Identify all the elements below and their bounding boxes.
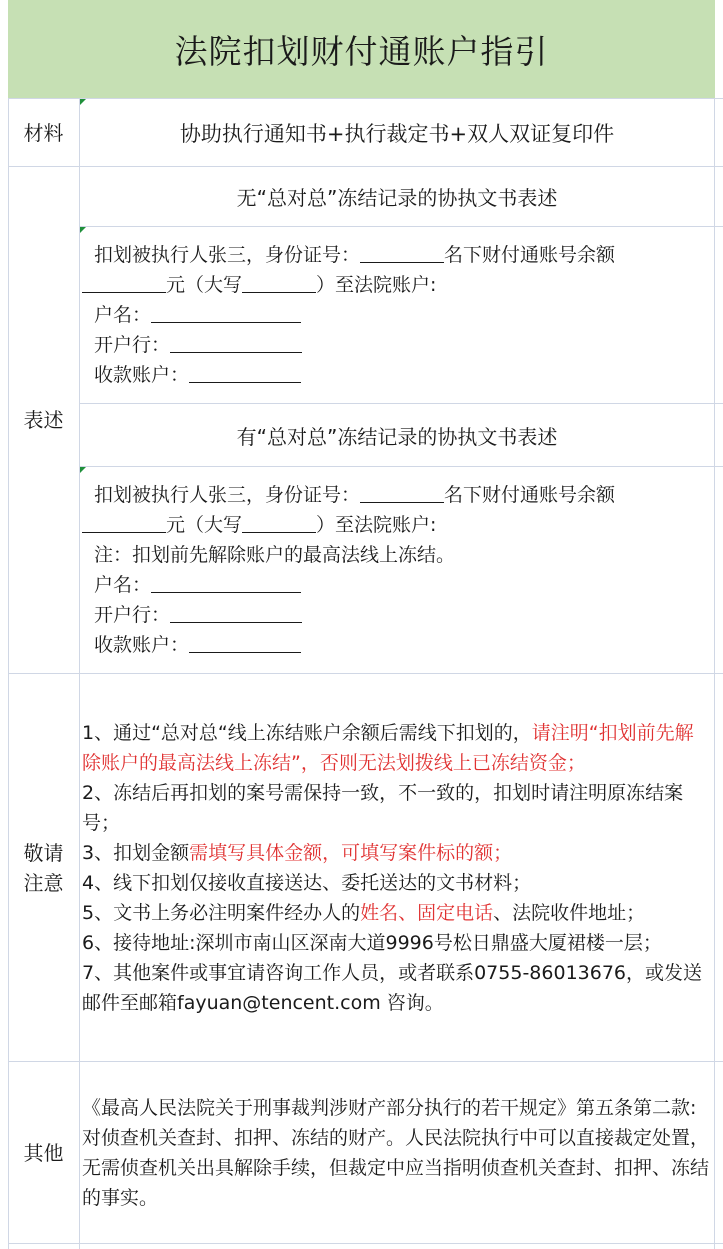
notice-item-7[interactable]: 7、其他案件或事宜请咨询工作人员，或者联系0755-86013676，或发送邮件至邮箱fayuan@tencent.com 咨询。: [82, 962, 703, 1014]
field-blank: [151, 303, 301, 323]
no-total-bank[interactable]: [94, 330, 302, 360]
field-blank: [170, 603, 302, 623]
amount-blank: [82, 273, 166, 293]
notice-text: 1、通过“总对总“线上冻结账户余额后需线下扣划的，: [82, 722, 532, 744]
line-text: 扣划被执行人张三，身份证号：: [94, 484, 361, 506]
notice-text: 5、文书上务必注明案件经办人的: [82, 902, 361, 924]
page-title: 法院扣划财付通账户指引: [8, 0, 715, 98]
materials-label: 材料: [23, 120, 64, 145]
notice-text: 、法院收件地址；: [493, 902, 646, 924]
field-label: 户名：: [94, 574, 152, 596]
field-blank: [170, 333, 302, 353]
notice-emphasis: 姓名、固定电话: [360, 902, 494, 924]
notice-label-line: 注意: [23, 870, 64, 895]
notice-item-6[interactable]: 6、接待地址:深圳市南山区深南大道9996号松日鼎盛大厦裙楼一层；: [82, 932, 662, 954]
materials-content[interactable]: 协助执行通知书+执行裁定书+双人双证复印件: [179, 121, 615, 146]
notice-item-1[interactable]: [82, 718, 712, 778]
gridline: [79, 226, 723, 227]
notice-item-3[interactable]: [82, 838, 712, 868]
id-blank: [360, 483, 444, 503]
line-text: 名下财付通账号余额: [444, 244, 616, 266]
statement-label: 表述: [23, 408, 64, 432]
comment-marker[interactable]: [80, 227, 86, 233]
field-label: 收款账户：: [94, 364, 190, 386]
line-text: ）至法院账户:: [316, 514, 437, 536]
other-content[interactable]: 《最高人民法院关于刑事裁判涉财产部分执行的若干规定》第五条第二款:对侦查机关查封、扣押、冻结的财产。人民法院执行中可以直接裁定处置，无需侦查机关出具解除手续，但裁定中应当指明侦查机关查封、扣押、冻结的事实。: [82, 1097, 710, 1209]
line-text: 扣划被执行人张三，身份证号：: [94, 244, 361, 266]
line-text: 名下财付通账号余额: [444, 484, 616, 506]
notice-item-5[interactable]: [82, 898, 712, 928]
with-total-line1[interactable]: [94, 480, 615, 510]
no-total-account-name[interactable]: [94, 300, 301, 330]
notice-label: [8, 674, 79, 1061]
notice-label-line: 敬请: [23, 840, 64, 865]
gridline: [8, 1061, 723, 1062]
with-total-note[interactable]: 注：扣划前先解除账户的最高法线上冻结。: [94, 544, 456, 566]
uppercase-blank: [242, 273, 316, 293]
with-total-heading[interactable]: 有“总对总”冻结记录的协执文书表述: [236, 424, 558, 449]
notice-item-4[interactable]: 4、线下扣划仅接收直接送达、委托送达的文书材料；: [82, 872, 532, 894]
line-text: 元（大写: [166, 274, 243, 296]
id-blank: [360, 243, 444, 263]
no-total-account-no[interactable]: [94, 360, 301, 390]
field-label: 户名：: [94, 304, 152, 326]
notice-emphasis: 请注明“扣划前先解除账户的最高法线上冻结”，否则无法划拨线上已冻结资金；: [82, 722, 694, 774]
notice-text: 3、扣划金额: [82, 842, 190, 864]
field-blank: [189, 363, 301, 383]
gridline: [79, 466, 723, 467]
line-text: ）至法院账户:: [316, 274, 437, 296]
line-text: 元（大写: [166, 514, 243, 536]
field-label: 开户行：: [94, 604, 171, 626]
with-total-bank[interactable]: [94, 600, 302, 630]
with-total-account-no[interactable]: [94, 630, 301, 660]
field-blank: [151, 573, 301, 593]
uppercase-blank: [242, 513, 316, 533]
notice-emphasis: 需填写具体金额，可填写案件标的额；: [189, 842, 513, 864]
amount-blank: [82, 513, 166, 533]
notice-item-2[interactable]: 2、冻结后再扣划的案号需保持一致，不一致的，扣划时请注明原冻结案号；: [82, 782, 684, 834]
with-total-line2[interactable]: [82, 510, 436, 540]
field-label: 开户行：: [94, 334, 171, 356]
field-blank: [189, 633, 301, 653]
gridline: [8, 673, 723, 674]
with-total-account-name[interactable]: [94, 570, 301, 600]
other-label: 其他: [23, 1140, 64, 1165]
no-total-line1[interactable]: [94, 240, 615, 270]
comment-marker[interactable]: [80, 467, 86, 473]
no-total-heading[interactable]: 无“总对总”冻结记录的协执文书表述: [236, 186, 558, 210]
gridline: [8, 1243, 723, 1244]
no-total-line2[interactable]: [82, 270, 436, 300]
field-label: 收款账户：: [94, 634, 190, 656]
